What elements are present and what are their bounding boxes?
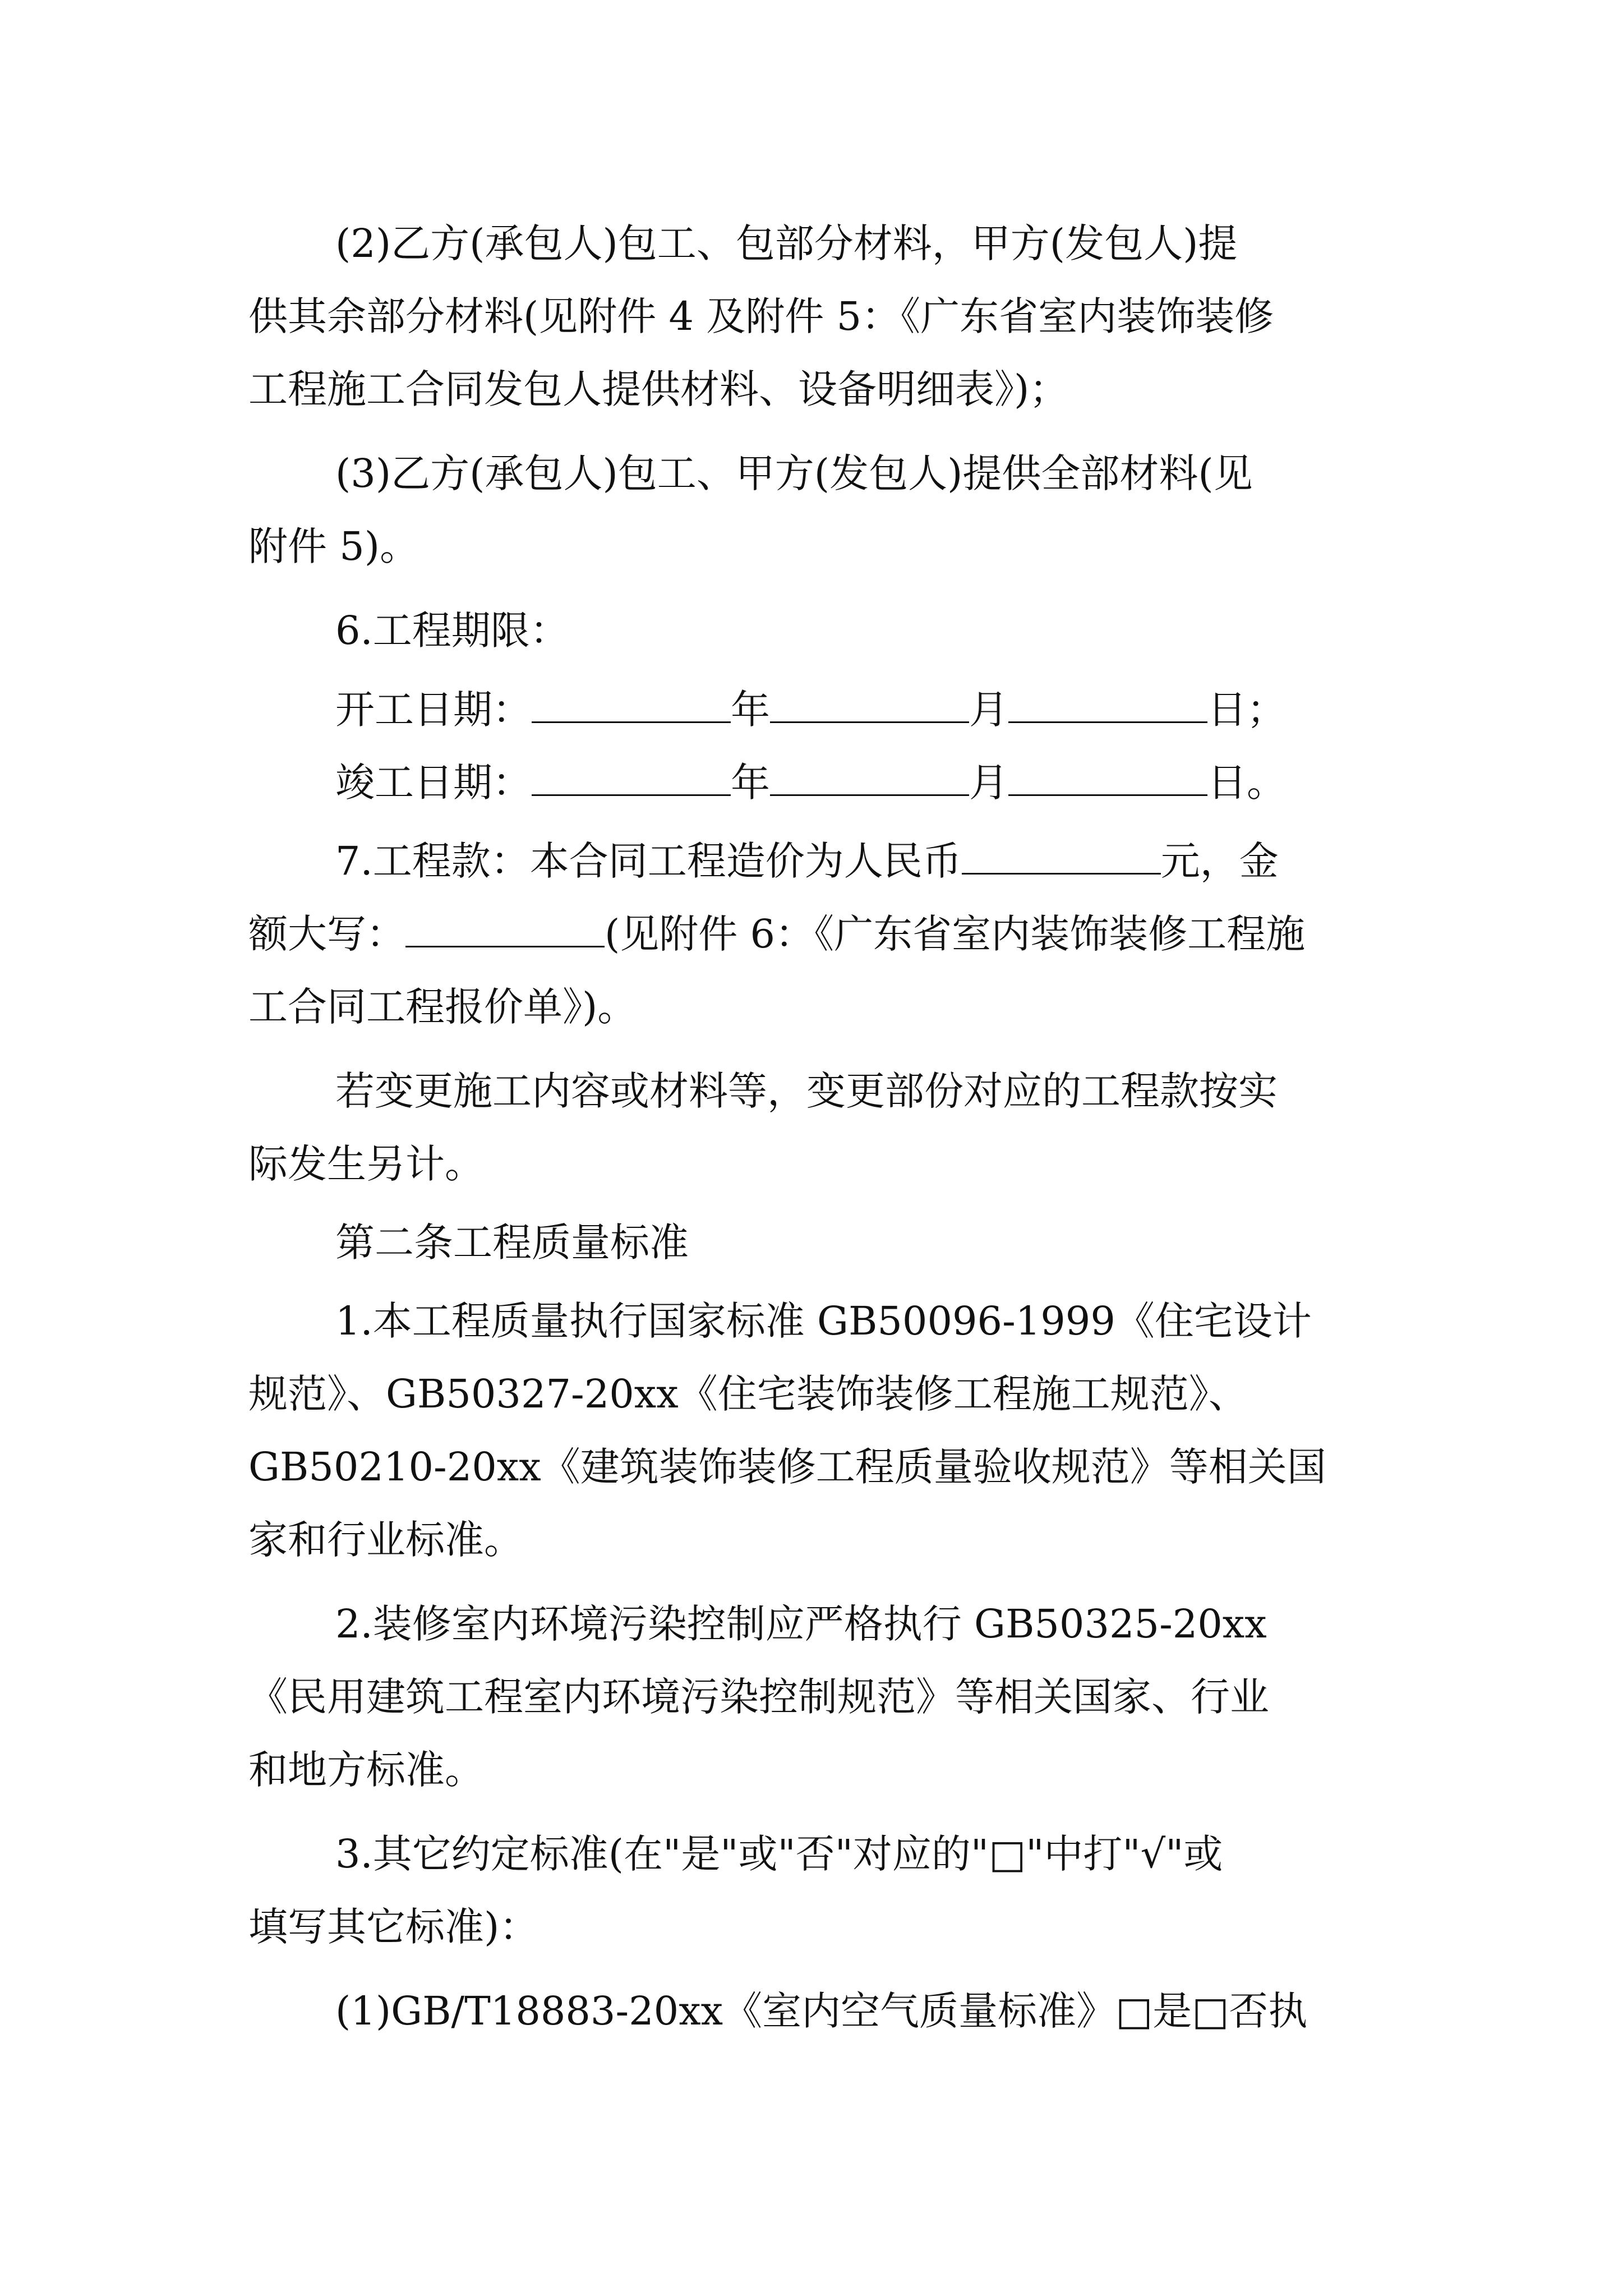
price-blank bbox=[962, 834, 1161, 875]
price-unit: 元，金 bbox=[1160, 838, 1279, 884]
clause-5-2-line-1: (2)乙方(承包人)包工、包部分材料，甲方(发包人)提 bbox=[335, 220, 1238, 266]
amount-words-blank bbox=[405, 907, 605, 947]
standard-3-line-2: 填写其它标准)： bbox=[248, 1904, 539, 1950]
standard-1-line-3: GB50210-20xx《建筑装饰装修工程质量验收规范》等相关国 bbox=[248, 1444, 1326, 1490]
year-label: 年 bbox=[731, 760, 770, 806]
clause-5-2-line-3: 工程施工合同发包人提供材料、设备明细表》)； bbox=[248, 366, 1069, 412]
clause-7-line-2 bbox=[248, 903, 1376, 965]
standard-1-line-4: 家和行业标准。 bbox=[248, 1517, 523, 1563]
standard-3-item-1: (1)GB/T18883-20xx《室内空气质量标准》□是□否执 bbox=[335, 1988, 1308, 2034]
attachment-6-ref: (见附件 6：《广东省室内装饰装修工程施 bbox=[605, 911, 1306, 957]
amount-words-label: 额大写： bbox=[248, 911, 405, 957]
start-date-label: 开工日期： bbox=[335, 687, 532, 733]
clause-7-line-1 bbox=[335, 830, 1376, 892]
month-label: 月 bbox=[969, 687, 1008, 733]
day-label: 日； bbox=[1207, 687, 1286, 733]
finish-day-blank bbox=[1008, 755, 1207, 796]
clause-5-3-line-1: (3)乙方(承包人)包工、甲方(发包人)提供全部材料(见 bbox=[335, 450, 1253, 496]
month-label: 月 bbox=[969, 760, 1008, 806]
standard-1-line-1: 1.本工程质量执行国家标准 GB50096-1999《住宅设计 bbox=[335, 1298, 1312, 1344]
change-clause-line-1: 若变更施工内容或材料等，变更部份对应的工程款按实 bbox=[335, 1068, 1278, 1114]
finish-month-blank bbox=[770, 755, 969, 796]
start-date-line bbox=[335, 679, 1376, 740]
finish-date-line bbox=[335, 752, 1376, 813]
change-clause-line-2: 际发生另计。 bbox=[248, 1141, 484, 1187]
day-label: 日。 bbox=[1207, 760, 1286, 806]
standard-3-line-1: 3.其它约定标准(在"是"或"否"对应的"□"中打"√"或 bbox=[335, 1831, 1223, 1877]
start-month-blank bbox=[770, 682, 969, 723]
start-day-blank bbox=[1008, 682, 1207, 723]
price-text: 7.工程款：本合同工程造价为人民币 bbox=[335, 838, 962, 884]
year-label: 年 bbox=[731, 687, 770, 733]
finish-date-label: 竣工日期： bbox=[335, 760, 532, 806]
clause-7-line-3: 工合同工程报价单》)。 bbox=[248, 984, 637, 1030]
standard-2-line-3: 和地方标准。 bbox=[248, 1747, 484, 1793]
clause-6-heading: 6.工程期限： bbox=[335, 608, 569, 654]
clause-5-2-line-2: 供其余部分材料(见附件 4 及附件 5：《广东省室内装饰装修 bbox=[248, 293, 1274, 339]
standard-1-line-2: 规范》、GB50327-20xx《住宅装饰装修工程施工规范》、 bbox=[248, 1371, 1248, 1417]
clause-5-3-line-2: 附件 5)。 bbox=[248, 523, 419, 569]
article-2-heading: 第二条工程质量标准 bbox=[335, 1220, 689, 1266]
start-year-blank bbox=[532, 682, 731, 723]
finish-year-blank bbox=[532, 755, 731, 796]
standard-2-line-2: 《民用建筑工程室内环境污染控制规范》等相关国家、行业 bbox=[248, 1674, 1269, 1720]
standard-2-line-1: 2.装修室内环境污染控制应严格执行 GB50325-20xx bbox=[335, 1601, 1267, 1647]
